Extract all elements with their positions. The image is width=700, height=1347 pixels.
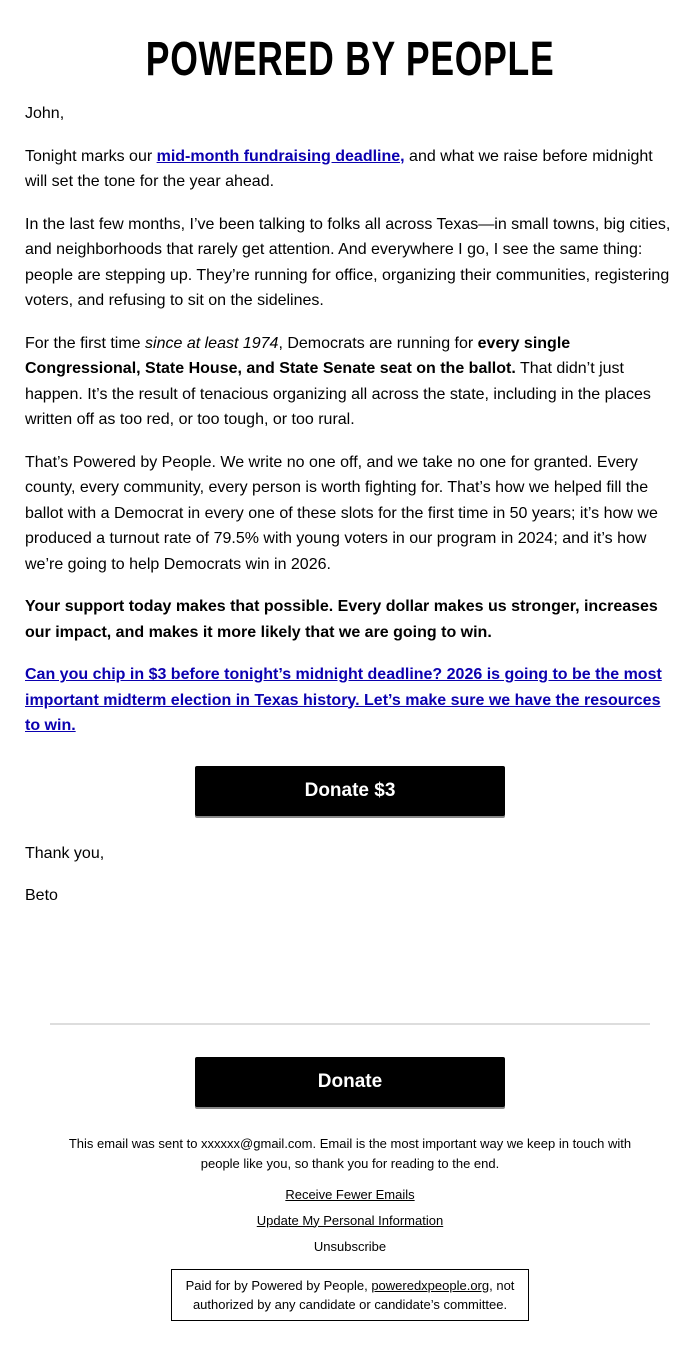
logo-title: POWERED BY PEOPLE bbox=[145, 33, 555, 86]
closing: Thank you, bbox=[25, 844, 105, 862]
text: and what we raise before midnight will set the tone for the year ahead. bbox=[25, 147, 653, 190]
paragraph-5: Your support today makes that possible. Every dollar makes us stronger, increases our impact, and makes it more likely that we are going to win. bbox=[25, 598, 658, 641]
donate-3-button[interactable]: Donate $3 bbox=[195, 766, 505, 816]
receive-fewer-emails-link[interactable]: Receive Fewer Emails bbox=[285, 1186, 415, 1202]
unsubscribe-link[interactable]: Unsubscribe bbox=[313, 1238, 387, 1254]
paragraph-6 bbox=[25, 662, 675, 739]
footer bbox=[0, 1134, 700, 1321]
text: Paid for by Powered by People, bbox=[185, 1277, 372, 1293]
donate-button[interactable]: Donate bbox=[195, 1057, 505, 1107]
paid-for-box bbox=[171, 1269, 529, 1321]
signature: Beto bbox=[25, 887, 58, 904]
text: For the first time bbox=[25, 334, 146, 352]
text: That didn’t just happen. It’s the result of tenacious organizing all across the state, including in the places written off as too red, or too tough, or too rural. bbox=[25, 360, 651, 428]
website-link[interactable]: poweredxpeople.org bbox=[371, 1277, 490, 1293]
chip-in-link[interactable]: Can you chip in $3 before tonight’s midnight deadline? 2026 is going to be the most important midterm election in Texas history. Let’s make sure we have the resources to win. bbox=[25, 666, 662, 734]
greeting: John, bbox=[25, 105, 65, 122]
deadline-link[interactable]: mid-month fundraising deadline, bbox=[156, 147, 405, 165]
italic-text: since at least 1974 bbox=[145, 334, 279, 352]
update-info-link[interactable]: Update My Personal Information bbox=[256, 1212, 444, 1228]
paragraph-1 bbox=[25, 144, 675, 195]
bold-text: every single Congressional, State House, and State Senate seat on the ballot. bbox=[25, 334, 571, 377]
paragraph-2: In the last few months, I’ve been talking to folks all across Texas—in small towns, big cities, and neighborhoods that rarely get attention. And everywhere I go, I see the same thing: people are stepping up. They’re running for office, organizing their communities, registering voters, and refusing to sit on the sidelines. bbox=[25, 215, 671, 309]
text: , not authorized by any candidate or candidate’s committee. bbox=[192, 1277, 515, 1312]
paragraph-3 bbox=[25, 331, 675, 433]
header bbox=[0, 0, 700, 90]
text: , Democrats are running for bbox=[278, 334, 478, 352]
footer-notice: This email was sent to xxxxxx@gmail.com. Email is the most important way we keep in touch with people like you, so thank you for reading to the end. bbox=[68, 1135, 632, 1171]
text: Tonight marks our bbox=[25, 147, 157, 165]
email-body bbox=[0, 101, 700, 909]
paragraph-4: That’s Powered by People. We write no one off, and we take no one for granted. Every county, every community, every person is worth fighting for. That’s how we helped fill the ballot with a Democrat in every one of these slots for the first time in 50 years; it’s how we produced a turnout rate of 79.5% with young voters in our program in 2024; and it’s how we’re going to help Democrats win in 2026. bbox=[25, 453, 658, 573]
